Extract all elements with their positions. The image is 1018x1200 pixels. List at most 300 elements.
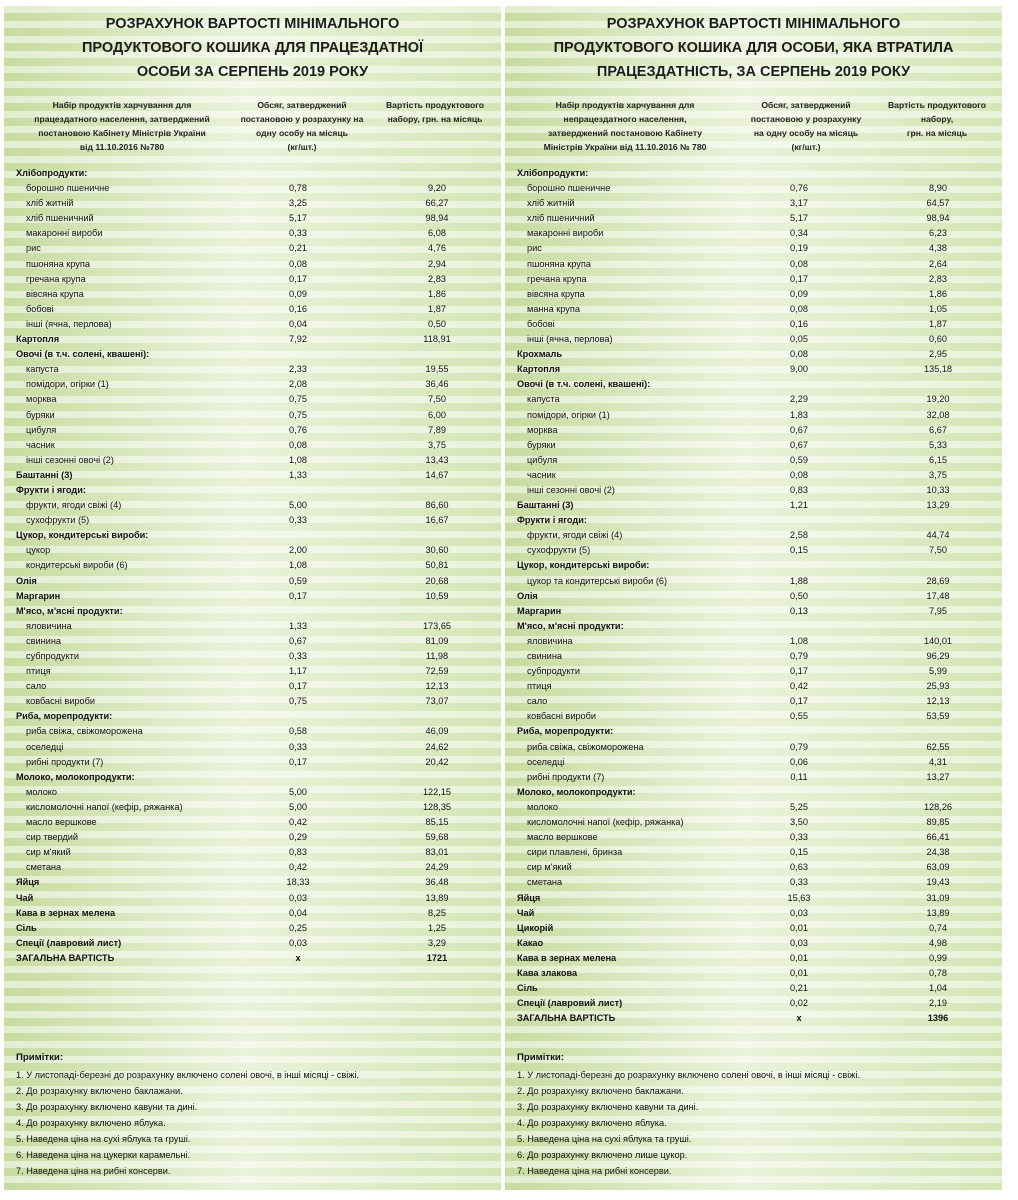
table-row bbox=[4, 755, 501, 770]
quantity-cell: 1,08 bbox=[790, 635, 808, 646]
quantity-cell: 0,08 bbox=[790, 349, 808, 360]
quantity-cell: 0,79 bbox=[790, 651, 808, 661]
quantity-cell: 0,55 bbox=[790, 711, 808, 722]
product-name: молоко bbox=[527, 801, 559, 812]
table-row bbox=[505, 287, 1002, 302]
header-line: Обсяг, затверджений bbox=[761, 100, 851, 110]
table-row bbox=[505, 589, 1002, 604]
table-row bbox=[505, 483, 1002, 498]
table-row bbox=[505, 543, 1002, 558]
table-row bbox=[4, 317, 501, 332]
quantity-cell: 0,42 bbox=[790, 681, 808, 692]
quantity-cell: 1,08 bbox=[289, 560, 307, 571]
product-name: Молоко, молокопродукти: bbox=[16, 771, 135, 782]
quantity-cell: 0,08 bbox=[790, 258, 808, 269]
table-row bbox=[505, 694, 1002, 709]
quantity-cell: 0,75 bbox=[289, 409, 307, 420]
product-name: Хлібопродукти: bbox=[517, 168, 589, 178]
price-cell: 32,08 bbox=[926, 409, 950, 420]
table-row bbox=[505, 574, 1002, 589]
product-name: масло вершкове bbox=[527, 832, 598, 843]
price-cell: 4,31 bbox=[929, 756, 947, 767]
quantity-cell: 0,78 bbox=[289, 183, 307, 194]
product-name: макаронні вироби bbox=[527, 228, 604, 239]
price-cell: 83,01 bbox=[425, 847, 449, 858]
product-name: субпродукти bbox=[26, 651, 79, 661]
table-row bbox=[505, 785, 1002, 800]
product-name: молоко bbox=[26, 786, 58, 797]
price-cell: 173,65 bbox=[422, 620, 452, 631]
quantity-cell: 0,09 bbox=[289, 288, 307, 299]
quantity-cell: 0,59 bbox=[289, 575, 307, 586]
table-row bbox=[4, 830, 501, 845]
product-name: Кава в зернах мелена bbox=[517, 952, 617, 963]
table-row bbox=[505, 921, 1002, 936]
price-cell: 98,94 bbox=[425, 213, 449, 224]
quantity-cell: 0,17 bbox=[790, 273, 808, 284]
table-row bbox=[505, 634, 1002, 649]
quantity-cell: 0,08 bbox=[289, 258, 307, 269]
table-row bbox=[4, 634, 501, 649]
table-row bbox=[4, 196, 501, 211]
column-header-price bbox=[372, 98, 498, 126]
price-cell: 13,89 bbox=[926, 907, 950, 918]
price-cell: 1,25 bbox=[428, 922, 446, 933]
quantity-cell: 0,03 bbox=[790, 937, 808, 948]
product-name: ЗАГАЛЬНА ВАРТІСТЬ bbox=[517, 1013, 616, 1024]
quantity-cell: 0,11 bbox=[790, 771, 808, 782]
price-cell: 62,55 bbox=[926, 741, 950, 752]
product-name: помідори, огірки (1) bbox=[527, 409, 610, 420]
quantity-cell: 5,00 bbox=[289, 500, 307, 511]
table-row bbox=[4, 906, 501, 921]
price-cell: 0,99 bbox=[929, 952, 947, 963]
quantity-cell: 1,21 bbox=[790, 500, 808, 511]
product-name: Баштанні (3) bbox=[517, 500, 574, 511]
quantity-cell: 1,83 bbox=[790, 409, 808, 420]
quantity-cell: 0,67 bbox=[790, 424, 808, 435]
table-row bbox=[4, 589, 501, 604]
table-row bbox=[505, 875, 1002, 890]
quantity-cell: 0,09 bbox=[790, 288, 808, 299]
price-cell: 25,93 bbox=[926, 681, 950, 692]
price-cell: 13,27 bbox=[926, 771, 950, 782]
header-line: Вартість продуктового набору, bbox=[887, 100, 987, 124]
header-line: на одну особу на місяць bbox=[753, 128, 859, 138]
price-cell: 122,15 bbox=[422, 786, 452, 797]
product-name: макаронні вироби bbox=[26, 228, 103, 239]
price-cell: 4,38 bbox=[929, 243, 947, 254]
quantity-cell: 0,21 bbox=[790, 983, 808, 994]
product-name: рибні продукти (7) bbox=[26, 756, 104, 767]
table-row bbox=[4, 619, 501, 634]
price-cell: 8,90 bbox=[929, 183, 947, 194]
price-cell: 73,07 bbox=[425, 696, 449, 707]
quantity-cell: 0,79 bbox=[790, 741, 808, 752]
column-header-products bbox=[511, 98, 739, 154]
product-table bbox=[4, 166, 501, 966]
price-cell: 17,48 bbox=[926, 590, 950, 601]
quantity-cell: 15,63 bbox=[787, 892, 811, 903]
quantity-cell: 0,67 bbox=[790, 439, 808, 450]
table-row bbox=[505, 317, 1002, 332]
product-name: цибуля bbox=[26, 424, 57, 435]
product-name: Олія bbox=[517, 590, 538, 601]
product-name: вівсяна крупа bbox=[26, 288, 84, 299]
quantity-cell: 0,01 bbox=[790, 952, 808, 963]
quantity-cell: 0,17 bbox=[289, 756, 307, 767]
note-item: 7. Наведена ціна на рибні консерви. bbox=[517, 1166, 672, 1176]
product-name: свинина bbox=[527, 651, 562, 661]
price-cell: 128,26 bbox=[923, 801, 953, 812]
price-cell: 30,60 bbox=[425, 545, 449, 556]
price-cell: 19,55 bbox=[425, 364, 449, 375]
product-name: Баштанні (3) bbox=[16, 469, 73, 480]
table-row bbox=[505, 740, 1002, 755]
product-name: інші (ячна, перлова) bbox=[26, 318, 112, 329]
table-row bbox=[505, 423, 1002, 438]
quantity-cell: 0,76 bbox=[289, 424, 307, 435]
quantity-cell: 0,17 bbox=[289, 590, 307, 601]
price-cell: 1721 bbox=[426, 952, 448, 963]
product-name: птиця bbox=[527, 681, 552, 692]
table-row bbox=[505, 498, 1002, 513]
price-cell: 16,67 bbox=[425, 515, 449, 526]
price-cell: 2,95 bbox=[929, 349, 947, 360]
price-cell: 5,33 bbox=[929, 439, 947, 450]
table-row bbox=[505, 438, 1002, 453]
table-row bbox=[4, 694, 501, 709]
table-row bbox=[4, 498, 501, 513]
table-row bbox=[505, 664, 1002, 679]
table-row bbox=[4, 921, 501, 936]
product-name: ковбасні вироби bbox=[527, 711, 597, 722]
quantity-cell: 0,03 bbox=[289, 937, 307, 948]
quantity-cell: 0,08 bbox=[790, 303, 808, 314]
product-name: Спеції (лавровий лист) bbox=[517, 998, 623, 1009]
left-panel-title bbox=[44, 12, 461, 84]
product-name: рис bbox=[26, 243, 41, 254]
price-cell: 7,95 bbox=[929, 605, 947, 616]
product-name: капуста bbox=[527, 394, 560, 405]
table-row bbox=[505, 257, 1002, 272]
product-name: фрукти, ягоди свіжі (4) bbox=[26, 500, 122, 511]
quantity-cell: 0,42 bbox=[289, 817, 307, 828]
price-cell: 2,83 bbox=[428, 273, 446, 284]
product-name: риба свіжа, свіжоморожена bbox=[527, 741, 644, 752]
price-cell: 85,15 bbox=[425, 817, 449, 828]
quantity-cell: 2,08 bbox=[289, 379, 307, 390]
price-cell: 20,42 bbox=[425, 756, 449, 767]
product-name: кондитерські вироби (6) bbox=[26, 560, 128, 571]
quantity-cell: 1,17 bbox=[289, 666, 307, 677]
product-name: оселедці bbox=[26, 741, 64, 752]
product-name: сир м'який bbox=[26, 847, 71, 858]
product-name: пшоняна крупа bbox=[26, 258, 90, 269]
header-line: набору, грн. на місяць bbox=[387, 114, 483, 124]
price-cell: 6,15 bbox=[929, 454, 947, 465]
quantity-cell: 0,76 bbox=[790, 183, 808, 194]
price-cell: 66,27 bbox=[425, 198, 449, 209]
notes-section bbox=[4, 1049, 501, 1179]
header-line: затверджений постановою Кабінету bbox=[547, 128, 703, 138]
price-cell: 10,59 bbox=[425, 590, 449, 601]
quantity-cell: 0,08 bbox=[790, 469, 808, 480]
product-name: М'ясо, м'ясні продукти: bbox=[16, 605, 123, 616]
price-cell: 24,62 bbox=[425, 741, 449, 752]
quantity-cell: 0,15 bbox=[790, 847, 808, 858]
product-name: борошно пшеничне bbox=[26, 183, 110, 194]
title-line: ПРОДУКТОВОГО КОШИКА ДЛЯ ПРАЦЕЗДАТНОЇ bbox=[82, 40, 423, 56]
quantity-cell: 0,59 bbox=[790, 454, 808, 465]
table-row bbox=[505, 528, 1002, 543]
table-row bbox=[4, 543, 501, 558]
product-name: Картопля bbox=[16, 334, 60, 345]
quantity-cell: 0,15 bbox=[790, 545, 808, 556]
quantity-cell: 5,17 bbox=[289, 213, 307, 224]
table-row bbox=[505, 332, 1002, 347]
table-row bbox=[4, 770, 501, 785]
table-row bbox=[4, 377, 501, 392]
quantity-cell: 2,33 bbox=[289, 364, 307, 375]
price-cell: 7,50 bbox=[929, 545, 947, 556]
product-name: свинина bbox=[26, 635, 61, 646]
product-name: субпродукти bbox=[527, 666, 580, 677]
header-line: постановою у розрахунку bbox=[750, 114, 862, 124]
quantity-cell: 0,06 bbox=[790, 756, 808, 767]
price-cell: 4,98 bbox=[929, 937, 947, 948]
table-row bbox=[505, 302, 1002, 317]
quantity-cell: 0,16 bbox=[289, 303, 307, 314]
product-name: сир твердий bbox=[26, 832, 79, 843]
price-cell: 2,83 bbox=[929, 273, 947, 284]
product-name: рис bbox=[527, 243, 542, 254]
quantity-cell: 0,16 bbox=[790, 318, 808, 329]
price-cell: 89,85 bbox=[926, 817, 950, 828]
table-row bbox=[4, 875, 501, 890]
table-row bbox=[4, 800, 501, 815]
product-name: яловичина bbox=[26, 620, 72, 631]
quantity-cell: 2,58 bbox=[790, 530, 808, 541]
quantity-cell: 3,50 bbox=[790, 817, 808, 828]
price-cell: 36,48 bbox=[425, 877, 449, 888]
product-name: манна крупа bbox=[527, 303, 580, 314]
price-cell: 0,60 bbox=[929, 334, 947, 345]
price-cell: 19,20 bbox=[926, 394, 950, 405]
price-cell: 14,67 bbox=[425, 469, 449, 480]
quantity-cell: 0,01 bbox=[790, 967, 808, 978]
product-name: сало bbox=[26, 681, 47, 692]
table-row bbox=[4, 257, 501, 272]
column-header-quantity bbox=[741, 98, 871, 154]
price-cell: 1396 bbox=[927, 1013, 949, 1024]
table-row bbox=[4, 302, 501, 317]
table-row bbox=[4, 513, 501, 528]
table-row bbox=[4, 468, 501, 483]
table-row bbox=[4, 166, 501, 181]
product-name: гречана крупа bbox=[26, 273, 86, 284]
quantity-cell: 0,33 bbox=[289, 515, 307, 526]
product-name: часник bbox=[527, 469, 556, 480]
table-row bbox=[4, 241, 501, 256]
table-row bbox=[4, 211, 501, 226]
price-cell: 24,38 bbox=[926, 847, 950, 858]
product-name: сухофрукти (5) bbox=[26, 515, 90, 526]
product-name: інші сезонні овочі (2) bbox=[527, 484, 615, 495]
product-name: хліб житній bbox=[527, 198, 575, 209]
price-cell: 128,35 bbox=[422, 801, 452, 812]
note-item: 4. До розрахунку включено яблука. bbox=[517, 1118, 667, 1128]
product-name: Картопля bbox=[517, 364, 561, 375]
product-name: Фрукти і ягоди: bbox=[16, 484, 86, 495]
price-cell: 7,50 bbox=[428, 394, 446, 405]
price-cell: 98,94 bbox=[926, 213, 950, 224]
title-line: ПРАЦЕЗДАТНІСТЬ, ЗА СЕРПЕНЬ 2019 РОКУ bbox=[596, 64, 911, 80]
note-item: 5. Наведена ціна на сухі яблука та груші. bbox=[517, 1134, 692, 1144]
product-name: бобові bbox=[26, 303, 54, 314]
table-row bbox=[4, 483, 501, 498]
quantity-cell: 0,03 bbox=[289, 892, 307, 903]
table-row bbox=[505, 845, 1002, 860]
product-name: масло вершкове bbox=[26, 817, 97, 828]
product-name: Цукор, кондитерські вироби: bbox=[517, 560, 650, 571]
table-row bbox=[505, 211, 1002, 226]
price-cell: 1,86 bbox=[929, 288, 947, 299]
product-name: Риба, морепродукти: bbox=[16, 711, 113, 722]
note-item: 3. До розрахунку включено кавуни та дині. bbox=[517, 1102, 699, 1112]
quantity-cell: 0,75 bbox=[289, 394, 307, 405]
quantity-cell: 0,42 bbox=[289, 862, 307, 873]
product-name: сметана bbox=[527, 877, 563, 888]
header-line: Набір продуктів харчування для bbox=[555, 100, 695, 110]
product-name: Кава злакова bbox=[517, 967, 578, 978]
note-item: 2. До розрахунку включено баклажани. bbox=[517, 1086, 684, 1096]
title-line: ОСОБИ ЗА СЕРПЕНЬ 2019 РОКУ bbox=[136, 64, 369, 80]
table-row bbox=[4, 558, 501, 573]
table-row bbox=[505, 181, 1002, 196]
header-line: постановою у розрахунку на bbox=[240, 114, 364, 124]
quantity-cell: 0,33 bbox=[289, 741, 307, 752]
column-header-price bbox=[873, 98, 1001, 140]
quantity-cell: 0,17 bbox=[790, 666, 808, 677]
price-cell: 12,13 bbox=[926, 696, 950, 707]
product-name: морква bbox=[527, 424, 558, 435]
table-row bbox=[4, 604, 501, 619]
quantity-cell: 2,29 bbox=[790, 394, 808, 405]
price-cell: 13,29 bbox=[926, 500, 950, 511]
quantity-cell: 5,25 bbox=[790, 801, 808, 812]
table-row bbox=[505, 860, 1002, 875]
table-row bbox=[505, 996, 1002, 1011]
price-cell: 6,23 bbox=[929, 228, 947, 239]
left-panel bbox=[4, 6, 501, 1190]
table-row bbox=[4, 936, 501, 951]
price-cell: 3,29 bbox=[428, 937, 446, 948]
quantity-cell: 9,00 bbox=[790, 364, 808, 375]
table-row bbox=[4, 423, 501, 438]
product-name: Спеції (лавровий лист) bbox=[16, 937, 122, 948]
table-row bbox=[4, 438, 501, 453]
table-row bbox=[4, 528, 501, 543]
table-row bbox=[505, 966, 1002, 981]
quantity-cell: 0,50 bbox=[790, 590, 808, 601]
quantity-cell: 0,34 bbox=[790, 228, 808, 239]
table-row bbox=[505, 800, 1002, 815]
price-cell: 10,33 bbox=[926, 484, 950, 495]
product-name: борошно пшеничне bbox=[527, 183, 611, 194]
price-cell: 0,50 bbox=[428, 318, 446, 329]
product-name: птиця bbox=[26, 666, 51, 677]
notes-section bbox=[505, 1049, 1002, 1179]
price-cell: 44,74 bbox=[926, 530, 950, 541]
price-cell: 19,43 bbox=[926, 877, 950, 888]
product-name: інші (ячна, перлова) bbox=[527, 334, 613, 345]
price-cell: 0,74 bbox=[929, 922, 947, 933]
price-cell: 66,41 bbox=[926, 832, 950, 843]
product-name: Яйця bbox=[16, 877, 40, 888]
quantity-cell: 0,04 bbox=[289, 318, 307, 329]
quantity-cell: 5,00 bbox=[289, 801, 307, 812]
total-row bbox=[505, 1011, 1002, 1026]
table-row bbox=[4, 226, 501, 241]
note-item: 4. До розрахунку включено яблука. bbox=[16, 1118, 166, 1128]
price-cell: 2,64 bbox=[929, 258, 947, 269]
quantity-cell: 0,83 bbox=[289, 847, 307, 858]
product-name: сухофрукти (5) bbox=[527, 545, 591, 556]
price-cell: 12,13 bbox=[425, 681, 449, 692]
quantity-cell: 18,33 bbox=[286, 877, 310, 888]
product-name: сало bbox=[527, 696, 548, 707]
total-row bbox=[4, 951, 501, 966]
price-cell: 2,94 bbox=[428, 258, 446, 269]
table-row bbox=[505, 377, 1002, 392]
product-name: Чай bbox=[517, 907, 535, 918]
table-row bbox=[505, 679, 1002, 694]
price-cell: 63,09 bbox=[926, 862, 950, 873]
note-item: 6. До розрахунку включено лише цукор. bbox=[517, 1150, 688, 1160]
product-name: Овочі (в т.ч. солені, квашені): bbox=[517, 379, 651, 390]
product-name: цукор та кондитерські вироби (6) bbox=[527, 575, 668, 586]
table-row bbox=[4, 272, 501, 287]
quantity-cell: 5,17 bbox=[790, 213, 808, 224]
table-row bbox=[4, 815, 501, 830]
quantity-cell: 0,63 bbox=[790, 862, 808, 873]
product-name: Цукор, кондитерські вироби: bbox=[16, 530, 149, 541]
column-header-products bbox=[12, 98, 232, 154]
product-name: фрукти, ягоди свіжі (4) bbox=[527, 530, 623, 541]
quantity-cell: 5,00 bbox=[289, 786, 307, 797]
title-line: РОЗРАХУНОК ВАРТОСТІ МІНІМАЛЬНОГО bbox=[606, 16, 901, 32]
table-row bbox=[4, 740, 501, 755]
column-header-quantity bbox=[236, 98, 368, 154]
product-name: буряки bbox=[26, 409, 55, 420]
product-name: Крохмаль bbox=[517, 349, 562, 360]
header-line: Набір продуктів харчування для bbox=[52, 100, 192, 110]
price-cell: 59,68 bbox=[425, 832, 449, 843]
price-cell: 1,87 bbox=[428, 303, 446, 314]
price-cell: 5,99 bbox=[929, 666, 947, 677]
table-row bbox=[4, 845, 501, 860]
price-cell: 1,04 bbox=[929, 983, 947, 994]
table-row bbox=[4, 408, 501, 423]
table-row bbox=[505, 619, 1002, 634]
price-cell: 1,86 bbox=[428, 288, 446, 299]
header-line: грн. на місяць bbox=[906, 128, 968, 138]
table-row bbox=[4, 362, 501, 377]
quantity-cell: 7,92 bbox=[289, 334, 307, 345]
quantity-cell: 0,33 bbox=[790, 832, 808, 843]
header-line: (кг/шт.) bbox=[287, 142, 317, 152]
